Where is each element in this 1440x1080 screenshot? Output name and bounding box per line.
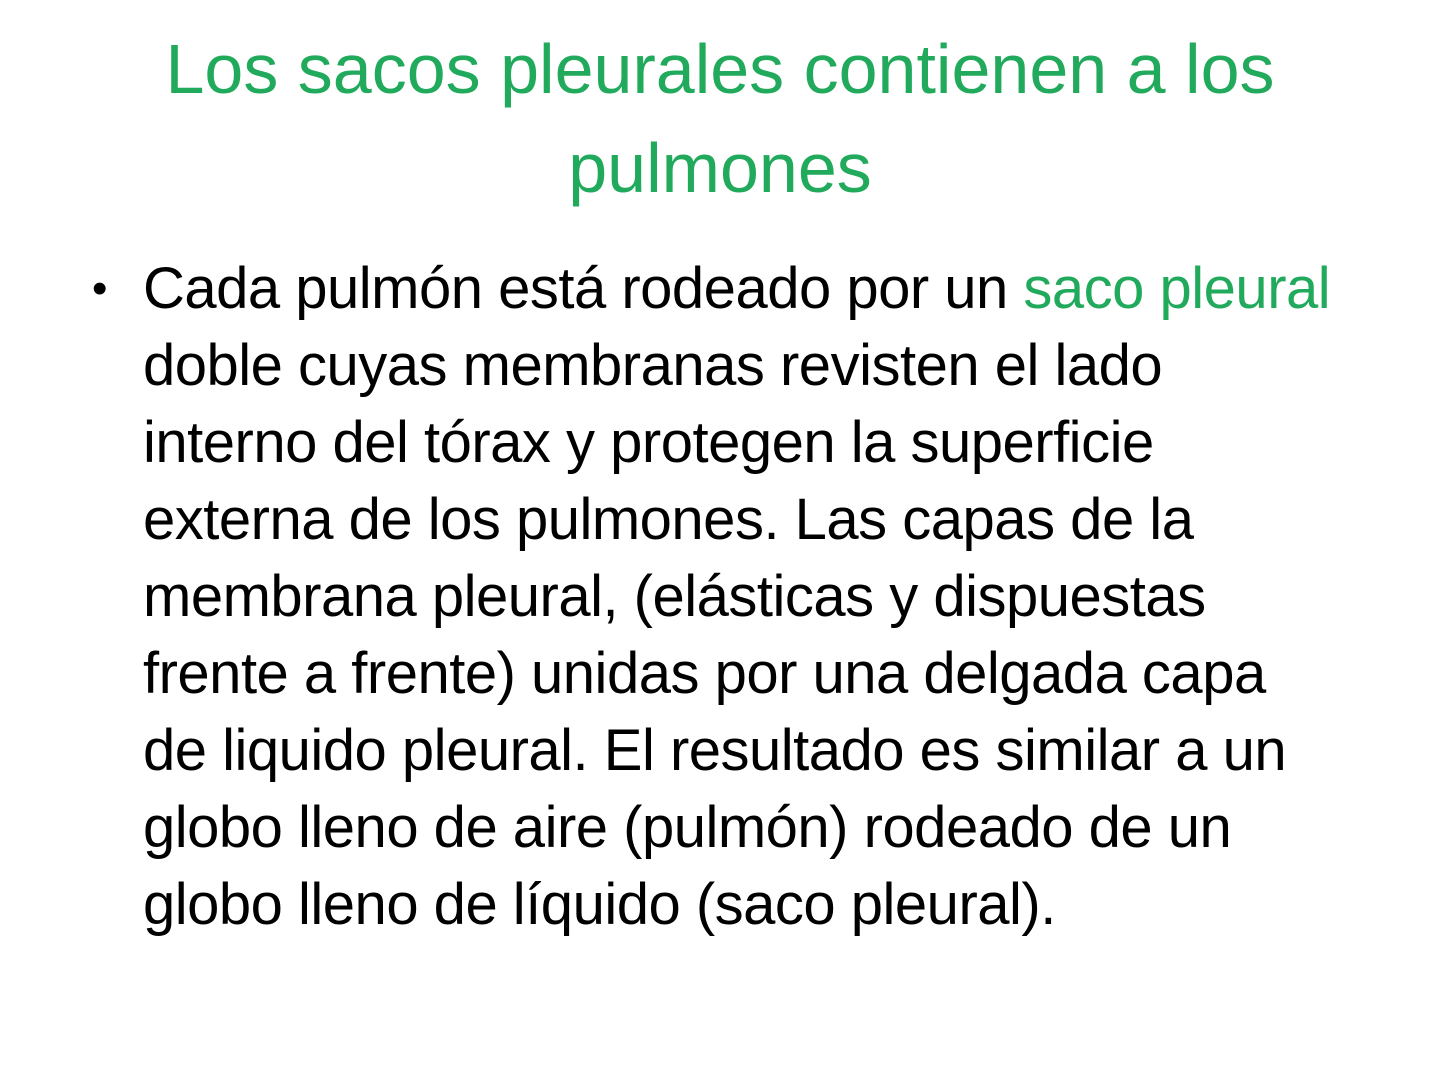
body-line: de liquido pleural. El resultado es similar a un [143,718,1287,783]
body-line: frente a frente) unidas por una delgada capa [143,641,1266,706]
slide-title-line-2: pulmones [568,129,872,207]
slide-title-line-1: Los sacos pleurales contienen a los [165,30,1275,108]
body-line: globo lleno de líquido (saco pleural). [143,872,1056,937]
bullet-marker: • [92,264,108,313]
body-text-before-highlight: Cada pulmón está rodeado por un [143,256,1024,321]
bullet-item [0,250,1440,943]
body-line: membrana pleural, (elásticas y dispuestas [143,564,1206,629]
body-line: interno del tórax y protegen la superficie [143,410,1154,475]
bullet-text-block [143,250,1330,943]
body-line: globo lleno de aire (pulmón) rodeado de un [143,795,1232,860]
body-line: doble cuyas membranas revisten el lado [143,333,1163,398]
body-line: externa de los pulmones. Las capas de la [143,487,1194,552]
highlight-text-saco-pleural: saco pleural [1023,256,1331,321]
slide-title [0,20,1440,218]
body-line [143,250,1330,327]
